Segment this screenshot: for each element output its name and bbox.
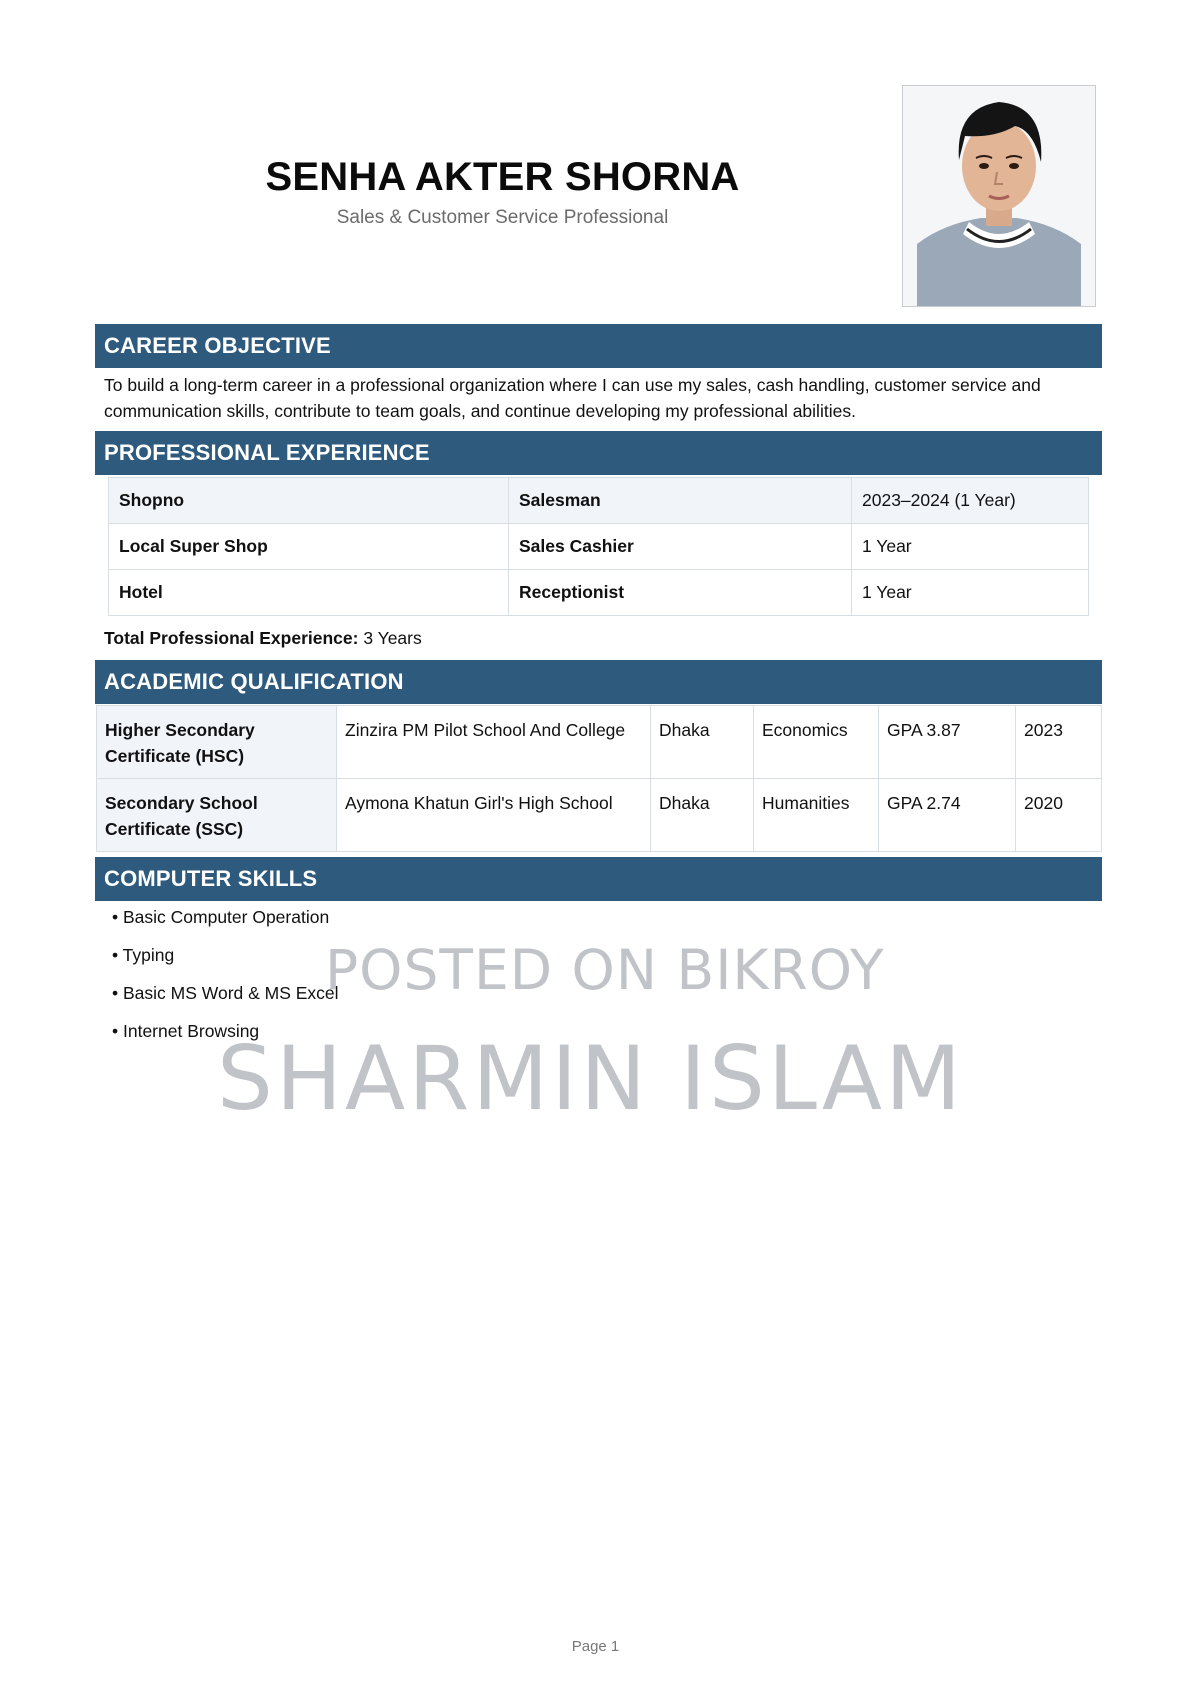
experience-company: Hotel [109, 570, 509, 616]
table-row [97, 779, 1102, 852]
candidate-name: SENHA AKTER SHORNA [265, 155, 740, 199]
list-item: • Basic Computer Operation [112, 907, 330, 927]
objective-text: To build a long-term career in a professional organization where I can use my sales, cash handling, customer service and communication skills, contribute to team goals, and continue developing my professional abilities. [104, 375, 1041, 421]
academic-location: Dhaka [651, 779, 754, 852]
table-row [109, 570, 1089, 616]
resume-header [95, 150, 910, 230]
experience-role: Salesman [509, 478, 852, 524]
academic-gpa: GPA 2.74 [879, 779, 1016, 852]
section-computer-skills: COMPUTER SKILLS [95, 857, 1102, 901]
total-experience [104, 628, 422, 649]
experience-company: Shopno [109, 478, 509, 524]
watermark-line-2: SHARMIN ISLAM [217, 1027, 965, 1130]
total-experience-value: 3 Years [363, 628, 422, 648]
experience-duration: 1 Year [852, 524, 1089, 570]
table-row [97, 706, 1102, 779]
page-number: Page 1 [571, 1638, 620, 1655]
academic-gpa: GPA 3.87 [879, 706, 1016, 779]
profile-photo [902, 85, 1096, 307]
section-professional-experience: PROFESSIONAL EXPERIENCE [95, 431, 1102, 475]
experience-duration: 2023–2024 (1 Year) [852, 478, 1089, 524]
academic-year: 2020 [1016, 779, 1102, 852]
list-item: • Basic MS Word & MS Excel [112, 983, 339, 1003]
academic-group: Economics [754, 706, 879, 779]
academic-year: 2023 [1016, 706, 1102, 779]
section-academic-qualification: ACADEMIC QUALIFICATION [95, 660, 1102, 704]
total-experience-label: Total Professional Experience: [104, 628, 359, 648]
experience-duration: 1 Year [852, 570, 1089, 616]
section-career-objective: CAREER OBJECTIVE [95, 324, 1102, 368]
experience-company: Local Super Shop [109, 524, 509, 570]
watermark-line-1: POSTED ON BIKROY [325, 938, 885, 1002]
table-row [109, 524, 1089, 570]
candidate-title: Sales & Customer Service Professional [336, 207, 669, 228]
experience-role: Receptionist [509, 570, 852, 616]
academic-location: Dhaka [651, 706, 754, 779]
academic-degree: Higher Secondary Certificate (HSC) [97, 706, 337, 779]
academic-degree: Secondary School Certificate (SSC) [97, 779, 337, 852]
list-item: • Internet Browsing [112, 1021, 260, 1041]
academic-group: Humanities [754, 779, 879, 852]
experience-table [108, 477, 1089, 616]
academic-table [96, 705, 1102, 852]
academic-institution: Aymona Khatun Girl's High School [337, 779, 651, 852]
experience-role: Sales Cashier [509, 524, 852, 570]
table-row [109, 478, 1089, 524]
list-item: • Typing [112, 945, 175, 965]
person-portrait-icon [903, 86, 1095, 306]
academic-institution: Zinzira PM Pilot School And College [337, 706, 651, 779]
